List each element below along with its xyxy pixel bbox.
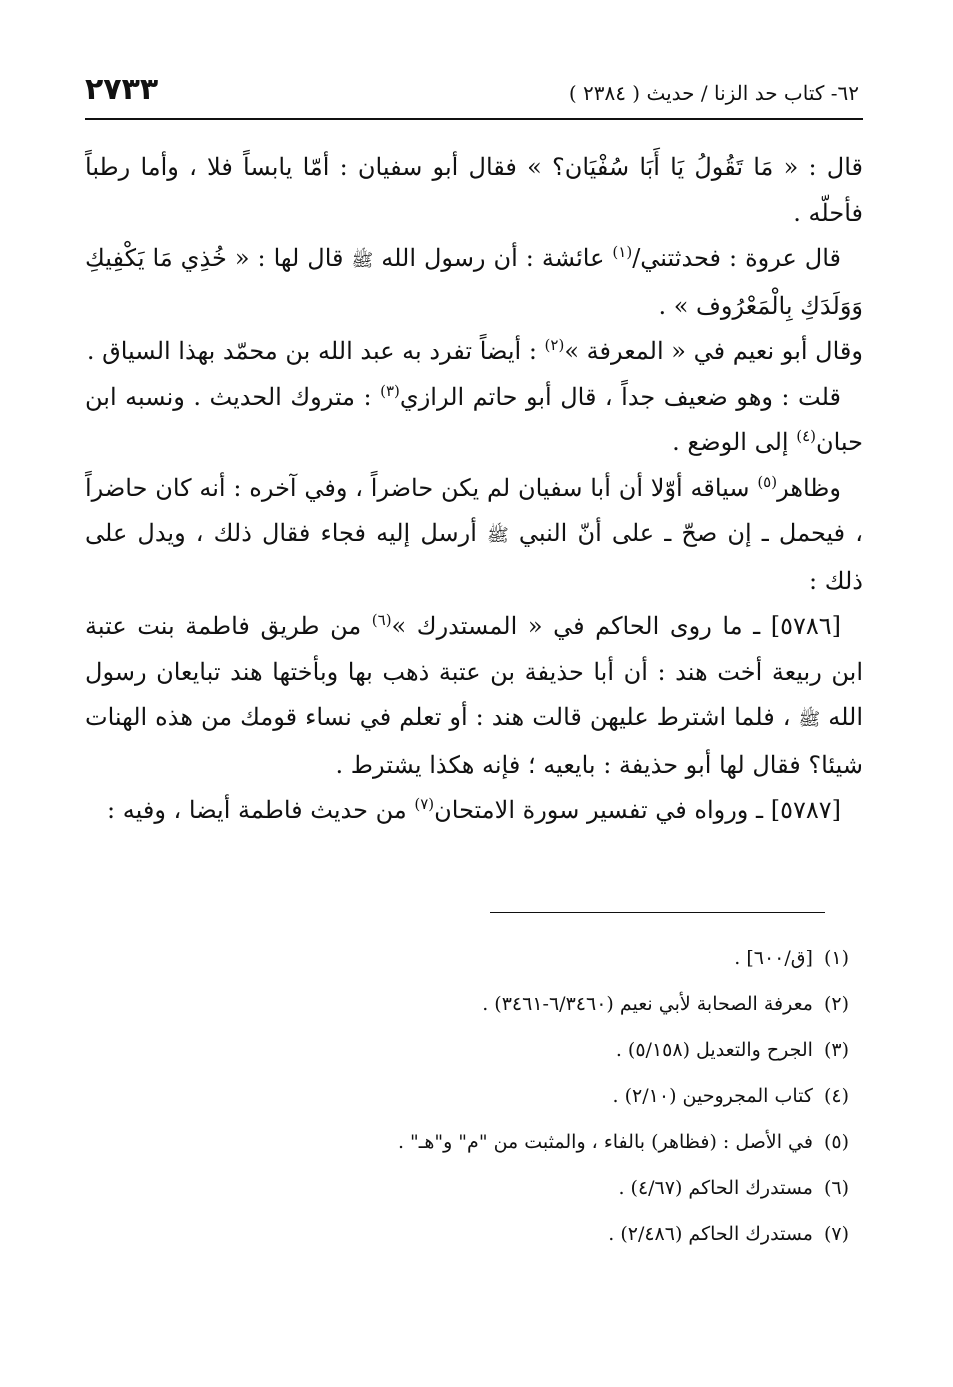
- footnote-7: [85, 1211, 849, 1257]
- footnote-5: [85, 1119, 849, 1165]
- paragraph-text: سياقه أوّلا أن أبا سفيان لم يكن حاضراً ، وفي آخره : أنه كان حاضراً ، فيحمل ـ إن صحّ ـ على أنّ النبي: [85, 473, 864, 547]
- footnote-number: (٢): [823, 993, 849, 1015]
- footnotes: [85, 935, 849, 1257]
- paragraph-text: : متروك الحديث . ونسبه ابن حبان: [85, 382, 863, 456]
- salla-ligature: ﷺ: [487, 525, 509, 546]
- header-rule: [85, 118, 863, 120]
- paragraph-text: قال عروة : فحدثتني/: [632, 244, 841, 272]
- footnote-ref-4[interactable]: (٤): [796, 427, 816, 445]
- paragraph-text: : أيضاً تفرد به عبد الله بن محمّد بهذا السياق .: [86, 337, 545, 365]
- paragraph-4: [85, 375, 863, 466]
- footnote-number: (٥): [823, 1131, 849, 1153]
- footnote-number: (٣): [823, 1039, 849, 1061]
- paragraph-text: من حديث فاطمة أيضا ، وفيه :: [107, 796, 415, 824]
- footnote-3: [85, 1027, 849, 1073]
- footnote-4: [85, 1073, 849, 1119]
- paragraph-text: عائشة : أن رسول الله: [373, 244, 613, 272]
- paragraph-text: وقال أبو نعيم في « المعرفة »: [564, 337, 863, 365]
- footnote-number: (٧): [823, 1223, 849, 1245]
- running-head: ٦٢- كتاب حد الزنا / حديث ( ٢٣٨٤ ): [568, 81, 859, 105]
- footnote-number: (٤): [823, 1085, 849, 1107]
- main-text: [85, 145, 863, 834]
- footnote-number: (١): [823, 947, 849, 969]
- footnote-text: في الأصل : (فظاهر) بالفاء ، والمثبت من "م" و"هـ" .: [397, 1131, 813, 1153]
- footnote-number: (٦): [823, 1177, 849, 1199]
- footnote-text: كتاب المجروحين (٢/١٠) .: [612, 1085, 813, 1107]
- footnote-ref-2[interactable]: (٢): [544, 336, 565, 354]
- footnote-separator: [490, 912, 825, 913]
- paragraph-text: قلت : وهو ضعيف جداً ، قال أبو حاتم الرازي: [399, 382, 841, 411]
- footnote-2: [85, 981, 849, 1027]
- paragraph-text: قال لها : « خُذِي مَا يَكْفِيكِ وَوَلَدَكِ بِالْمَعْرُوف » .: [85, 244, 863, 320]
- footnote-ref-1[interactable]: (١): [612, 243, 633, 261]
- paragraph-text: [٥٧٨٦] ـ ما روى الحاكم في « المستدرك »: [391, 612, 841, 640]
- paragraph-6: [85, 604, 863, 788]
- page-number: ٢٧٣٣: [85, 72, 159, 107]
- footnote-ref-6[interactable]: (٦): [371, 611, 392, 629]
- paragraph-3: [85, 329, 863, 375]
- footnote-text: معرفة الصحابة لأبي نعيم (٦/٣٤٦٠-٣٤٦١) .: [482, 993, 813, 1015]
- footnote-1: [85, 935, 849, 981]
- footnote-text: مستدرك الحاكم (٢/٤٨٦) .: [608, 1223, 813, 1245]
- paragraph-text: ، فلما اشترط عليهن قالت هند : أو تعلم في نساء قومك من هذه الهنات شيئا؟ فقال لها أبو حذيفة : بايعيه ؛ فإنه هكذا يشترط .: [85, 703, 863, 779]
- footnote-ref-7[interactable]: (٧): [414, 795, 435, 813]
- paragraph-text: قال : « مَا تَقُولُ يَا أَبَا سُفْيَان؟ » فقال أبو سفيان : أمّا يابساً فلا ، وأما رطباً فأحلّه .: [85, 153, 863, 227]
- footnote-ref-5[interactable]: (٥): [757, 472, 778, 491]
- paragraph-text: وظاهر: [777, 473, 841, 502]
- footnote-text: مستدرك الحاكم (٤/٦٧) .: [618, 1177, 813, 1199]
- footnote-text: الجرح والتعديل (٥/١٥٨) .: [615, 1039, 813, 1061]
- paragraph-text: [٥٧٨٧] ـ ورواه في تفسير سورة الامتحان: [434, 796, 841, 824]
- paragraph-7: [85, 788, 863, 834]
- paragraph-2: [85, 236, 863, 329]
- footnote-text: [ق/٦٠٠] .: [734, 947, 813, 969]
- salla-ligature: ﷺ: [351, 250, 374, 271]
- salla-ligature: ﷺ: [798, 709, 821, 730]
- paragraph-text: أرسل إليه فجاء فقال ذلك ، ويدل على ذلك :: [85, 519, 863, 595]
- footnote-ref-3[interactable]: (٣): [380, 381, 400, 400]
- paragraph-text: من طريق فاطمة بنت عتبة ابن ربيعة أخت هند : أن أبا حذيفة بن عتبة ذهب بها وبأختها هند تبايعان رسول الله: [85, 612, 864, 731]
- page-header: [85, 66, 863, 108]
- paragraph-5: [85, 466, 863, 605]
- paragraph-1: [85, 145, 863, 236]
- footnote-6: [85, 1165, 849, 1211]
- paragraph-text: إلى الوضع .: [672, 428, 797, 456]
